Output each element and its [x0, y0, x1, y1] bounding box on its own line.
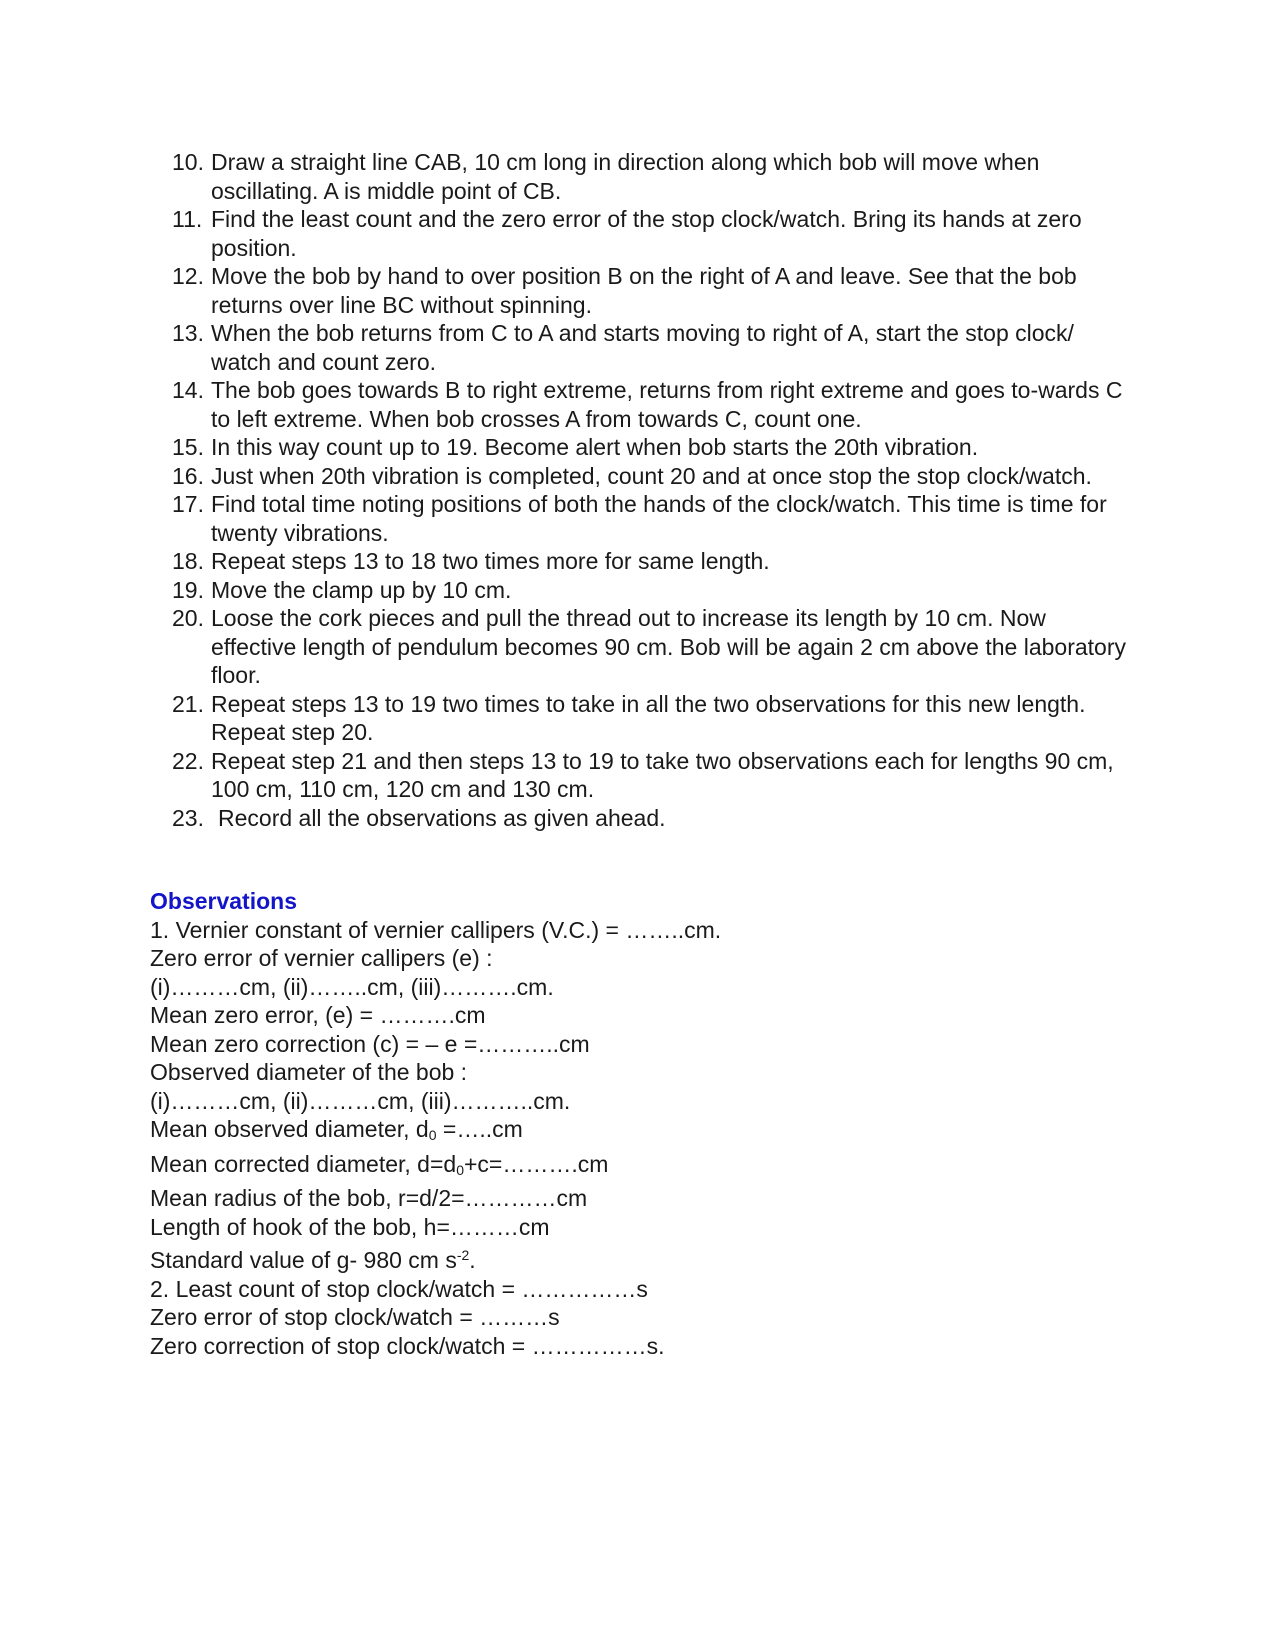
step-text: In this way count up to 19. Become alert when bob starts the 20th vibration. [211, 434, 979, 460]
observations-section [150, 887, 1050, 1360]
step-number: 13. [172, 320, 204, 346]
zero-error-values: (i)………cm, (ii)……..cm, (iii)……….cm. [150, 973, 554, 1000]
step-text: When the bob returns from C to A and starts moving to right of A, start the stop clock/ watch and count zero. [211, 320, 1074, 375]
step-number: 10. [172, 149, 204, 175]
standard-g-suffix: . [469, 1247, 476, 1273]
mean-corrected-diameter-suffix: +c=……….cm [464, 1150, 609, 1177]
mean-corrected-diameter-prefix: Mean corrected diameter, d=d [150, 1150, 457, 1177]
mean-observed-diameter-prefix: Mean observed diameter, d [150, 1116, 429, 1142]
procedure-step [172, 747, 1132, 804]
zero-error-clock-line: Zero error of stop clock/watch = ………s [150, 1304, 560, 1330]
least-count-line: 2. Least count of stop clock/watch = ……………s [150, 1275, 648, 1302]
step-text: Repeat step 21 and then steps 13 to 19 to take two observations each for lengths 90 cm, 100 cm, 110 cm, 120 cm and 130 cm. [211, 747, 1114, 802]
hook-length-line: Length of hook of the bob, h=………cm [150, 1213, 550, 1240]
procedure-steps-list [172, 148, 1132, 832]
mean-zero-error-line: Mean zero error, (e) = ……….cm [150, 1002, 486, 1028]
observed-diameter-label: Observed diameter of the bob : [150, 1059, 468, 1085]
superscript: -2 [456, 1247, 470, 1263]
procedure-step [172, 690, 1132, 747]
standard-g-prefix: Standard value of g- 980 cm s [150, 1247, 457, 1273]
mean-zero-correction-line: Mean zero correction (c) = – e =………..cm [150, 1030, 590, 1057]
procedure-step [172, 262, 1132, 319]
step-number: 22. [172, 747, 204, 774]
procedure-step [172, 604, 1132, 690]
step-text: Loose the cork pieces and pull the thread out to increase its length by 10 cm. Now effective length of pendulum becomes 90 cm. Bob will be again 2 cm above the laboratory floor. [211, 605, 1127, 688]
step-number: 20. [172, 605, 204, 631]
procedure-step [172, 148, 1132, 205]
procedure-step [172, 576, 1132, 605]
step-text: Find total time noting positions of both the hands of the clock/watch. This time is time for twenty vibrations. [211, 491, 1107, 546]
standard-g-line [150, 1241, 1050, 1275]
procedure-step [172, 547, 1132, 576]
step-text: Repeat steps 13 to 18 two times more for same length. [211, 548, 770, 574]
step-number: 14. [172, 377, 204, 403]
step-text: Record all the observations as given ahead. [218, 804, 666, 831]
subscript: 0 [456, 1161, 464, 1178]
procedure-step [172, 490, 1132, 547]
procedure-step [172, 433, 1132, 462]
step-number: 19. [172, 576, 204, 603]
step-text: Find the least count and the zero error of the stop clock/watch. Bring its hands at zero position. [211, 206, 1082, 261]
procedure-step [172, 462, 1132, 491]
procedure-step [172, 804, 1132, 833]
step-text: Move the bob by hand to over position B on the right of A and leave. See that the bob returns over line BC without spinning. [211, 263, 1077, 318]
step-number: 15. [172, 434, 204, 460]
procedure-step [172, 376, 1132, 433]
observations-heading: Observations [150, 888, 297, 914]
zero-error-label: Zero error of vernier callipers (e) : [150, 945, 493, 971]
step-number: 18. [172, 548, 204, 574]
step-number: 21. [172, 690, 204, 717]
mean-corrected-diameter-line [150, 1150, 1050, 1185]
step-text: Repeat steps 13 to 19 two times to take in all the two observations for this new length. Repeat step 20. [211, 690, 1086, 745]
step-number: 12. [172, 263, 204, 289]
procedure-step [172, 319, 1132, 376]
observed-diameter-values: (i)………cm, (ii)………cm, (iii)………..cm. [150, 1087, 571, 1114]
step-number: 17. [172, 491, 204, 517]
step-text: The bob goes towards B to right extreme, returns from right extreme and goes to-wards C to left extreme. When bob crosses A from towards C, count one. [211, 377, 1123, 432]
step-text: Move the clamp up by 10 cm. [211, 576, 512, 603]
step-text: Draw a straight line CAB, 10 cm long in direction along which bob will move when oscillating. A is middle point of CB. [211, 149, 1040, 204]
mean-observed-diameter-suffix: =…..cm [436, 1116, 523, 1142]
step-number: 11. [172, 206, 203, 232]
step-text: Just when 20th vibration is completed, count 20 and at once stop the stop clock/watch. [211, 462, 1092, 489]
procedure-step [172, 205, 1132, 262]
mean-radius-line: Mean radius of the bob, r=d/2=…………cm [150, 1185, 588, 1211]
step-number: 16. [172, 462, 204, 489]
step-number: 23. [172, 804, 204, 831]
subscript: 0 [428, 1127, 437, 1143]
mean-observed-diameter-line [150, 1115, 1050, 1150]
zero-correction-clock-line: Zero correction of stop clock/watch = ……………s. [150, 1332, 665, 1359]
vernier-constant-line: 1. Vernier constant of vernier callipers (V.C.) = ……..cm. [150, 916, 722, 943]
